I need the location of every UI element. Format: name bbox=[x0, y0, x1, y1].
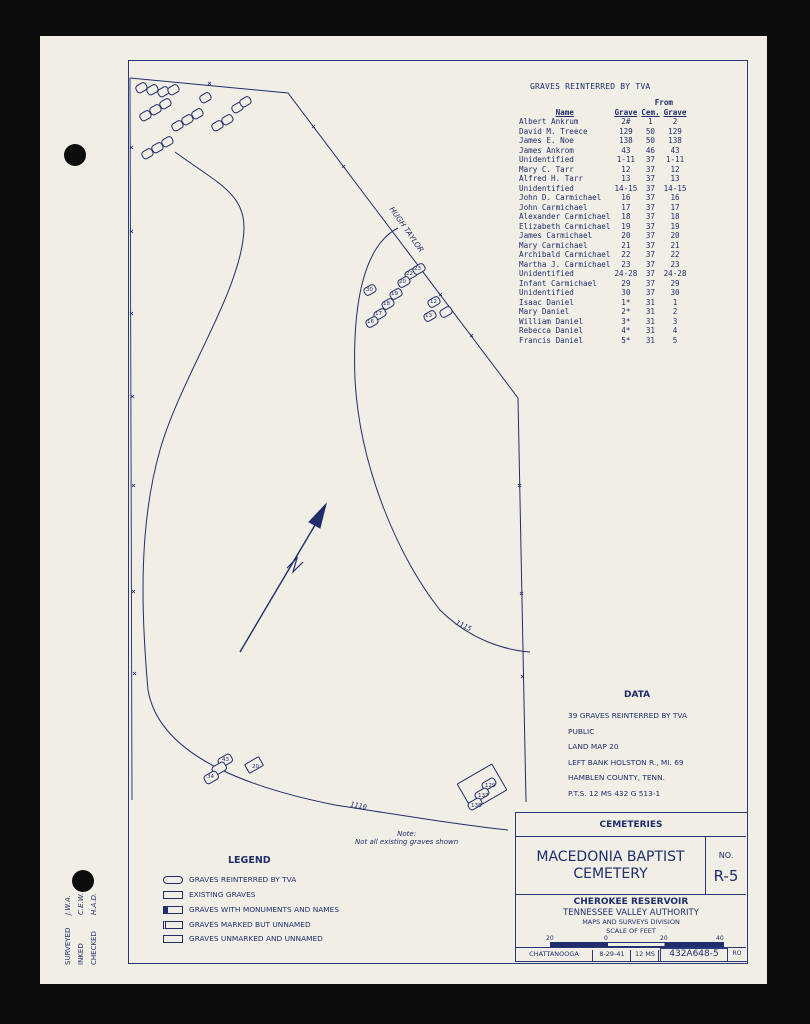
checked-initials: H.A.D. bbox=[90, 892, 98, 915]
title-block bbox=[515, 812, 748, 962]
cell-grave: 23 bbox=[621, 259, 631, 269]
cell-name: Albert Ankrum bbox=[519, 117, 579, 126]
table-row bbox=[517, 155, 688, 165]
graves-reinterred-table bbox=[517, 98, 688, 345]
scale-bar bbox=[546, 935, 726, 945]
grave-label: 16 bbox=[367, 319, 374, 325]
cell-from-grave: 138 bbox=[668, 136, 682, 145]
reservoir-name: CHEROKEE RESERVOIR bbox=[573, 897, 689, 907]
cell-grave: 21 bbox=[621, 240, 631, 250]
cell-from-grave: 30 bbox=[670, 288, 680, 297]
cell-grave: 14-15 bbox=[614, 183, 638, 193]
scale-tick: 20 bbox=[660, 935, 668, 942]
legend-title: LEGEND bbox=[228, 855, 271, 866]
table-row bbox=[517, 127, 688, 137]
table-row bbox=[517, 184, 688, 194]
cell-grave: 3* bbox=[621, 316, 631, 326]
cell-cem: 31 bbox=[645, 307, 656, 316]
cell-cem: 37 bbox=[645, 155, 656, 164]
cell-name: John D. Carmichael bbox=[519, 193, 602, 202]
cell-grave: 129 bbox=[619, 126, 633, 136]
cell-grave: 4* bbox=[621, 326, 631, 335]
grave-label: 22 bbox=[406, 271, 413, 277]
table-header-top bbox=[517, 98, 688, 108]
agency-name: TENNESSEE VALLEY AUTHORITY bbox=[563, 908, 699, 918]
cell-name: David M. Treece bbox=[519, 126, 588, 136]
grave-label: 18 bbox=[383, 301, 390, 307]
grave-label: 20 bbox=[252, 764, 259, 770]
table-row bbox=[517, 336, 688, 346]
grave-label: 138 bbox=[471, 803, 482, 809]
legend-item-existing bbox=[163, 890, 255, 899]
data-line: 39 GRAVES REINTERRED BY TVA bbox=[568, 711, 688, 720]
cell-from-grave: 18 bbox=[670, 212, 680, 221]
legend-swatch-existing bbox=[163, 891, 183, 899]
cell-name: Rebecca Daniel bbox=[519, 326, 584, 335]
drawing-number-box bbox=[706, 837, 746, 895]
cell-from-grave: 13 bbox=[670, 174, 680, 183]
cell-name: Unidentified bbox=[519, 183, 574, 193]
table-row bbox=[517, 203, 688, 213]
cell-from-grave: 29 bbox=[670, 278, 680, 288]
cell-name: Alexander Carmichael bbox=[519, 212, 611, 221]
cell-cem: 37 bbox=[645, 269, 656, 278]
graves-table-body bbox=[517, 117, 688, 345]
sheet-code: 12 MS bbox=[632, 950, 659, 961]
number-label: NO. bbox=[718, 851, 734, 860]
cell-cem: 37 bbox=[645, 250, 656, 259]
drawing-number: 432A648-5 bbox=[660, 948, 728, 962]
cell-name: James E. Noe bbox=[519, 136, 574, 145]
cell-cem: 37 bbox=[645, 259, 656, 269]
grave-label: 30 bbox=[366, 287, 373, 293]
revision: RO bbox=[732, 950, 742, 957]
cell-cem: 50 bbox=[645, 126, 656, 136]
property-label: HUGH TAYLOR bbox=[387, 205, 426, 255]
title-block-footer bbox=[516, 947, 746, 961]
cell-cem: 37 bbox=[645, 278, 656, 288]
table-row bbox=[517, 136, 688, 146]
cell-name: James Ankrom bbox=[519, 145, 574, 155]
table-row bbox=[517, 241, 688, 251]
scale-label: SCALE OF FEET bbox=[606, 927, 656, 935]
cell-name: Elizabeth Carmichael bbox=[519, 221, 611, 231]
inked-label: INKED bbox=[77, 943, 85, 965]
data-line: HAMBLEN COUNTY, TENN. bbox=[568, 773, 665, 782]
legend-label: GRAVES MARKED BUT UNNAMED bbox=[189, 920, 311, 929]
cell-grave: 24-28 bbox=[614, 269, 638, 278]
surveyed-label: SURVEYED bbox=[64, 927, 72, 965]
cell-name: Mary C. Tarr bbox=[519, 164, 574, 174]
col-name: Name bbox=[555, 107, 574, 117]
legend-swatch-monuments bbox=[163, 906, 183, 914]
cell-name: Mary Carmichael bbox=[519, 240, 588, 250]
cell-cem: 37 bbox=[645, 193, 656, 202]
table-row bbox=[517, 250, 688, 260]
legend-label: GRAVES REINTERRED BY TVA bbox=[189, 875, 297, 884]
checked-label: CHECKED bbox=[90, 931, 98, 965]
cell-name: William Daniel bbox=[519, 316, 584, 326]
property-boundary bbox=[130, 78, 526, 802]
division-name: MAPS AND SURVEYS DIVISION bbox=[582, 918, 680, 926]
table-row bbox=[517, 117, 688, 127]
table-row bbox=[517, 260, 688, 270]
legend-label: GRAVES WITH MONUMENTS AND NAMES bbox=[189, 905, 340, 914]
title-block-category: CEMETERIES bbox=[516, 813, 746, 837]
note-heading: Note: bbox=[397, 830, 417, 838]
cell-from-grave: 43 bbox=[670, 145, 680, 155]
cell-from-grave: 1 bbox=[672, 297, 678, 307]
cell-from-grave: 17 bbox=[670, 202, 680, 212]
cell-from-grave: 23 bbox=[670, 259, 680, 269]
cell-grave: 22 bbox=[621, 250, 631, 259]
cell-cem: 37 bbox=[645, 240, 656, 250]
contour-1115 bbox=[355, 228, 530, 652]
cell-name: Mary Daniel bbox=[519, 307, 570, 316]
cell-name: Isaac Daniel bbox=[519, 297, 574, 307]
grave-label: 17 bbox=[375, 311, 382, 317]
legend-label: GRAVES UNMARKED AND UNNAMED bbox=[189, 934, 323, 943]
table-row bbox=[517, 279, 688, 289]
cell-from-grave: 22 bbox=[670, 250, 680, 259]
cell-cem: 37 bbox=[645, 221, 656, 231]
cell-cem: 37 bbox=[645, 174, 656, 183]
data-list bbox=[568, 708, 687, 801]
scale-tick: 20 bbox=[546, 935, 554, 942]
grave-label: 137 bbox=[478, 793, 489, 799]
table-row bbox=[517, 174, 688, 184]
legend-swatch-marked bbox=[163, 921, 183, 929]
table-row bbox=[517, 269, 688, 279]
grave-label: 12 bbox=[430, 299, 437, 305]
contour-label-1110: 1110 bbox=[349, 800, 368, 812]
cell-from-grave: 5 bbox=[672, 335, 678, 345]
legend-item-unmarked bbox=[163, 934, 323, 943]
cell-from-grave: 129 bbox=[668, 126, 682, 136]
cell-grave: 13 bbox=[621, 174, 631, 183]
cell-from-grave: 1-11 bbox=[665, 155, 685, 164]
cell-cem: 31 bbox=[645, 326, 656, 335]
grave-label: 34 bbox=[207, 774, 214, 780]
cell-from-grave: 19 bbox=[670, 221, 680, 231]
cell-cem: 31 bbox=[645, 297, 656, 307]
cell-grave: 17 bbox=[621, 202, 631, 212]
grave-label: 13 bbox=[425, 313, 432, 319]
table-row bbox=[517, 193, 688, 203]
cell-name: Archibald Carmichael bbox=[519, 250, 611, 259]
grave-label: 20 bbox=[399, 279, 406, 285]
table-row bbox=[517, 288, 688, 298]
table-row bbox=[517, 307, 688, 317]
table-row bbox=[517, 165, 688, 175]
cell-grave: 30 bbox=[621, 288, 631, 297]
cell-name: James Carmichael bbox=[519, 231, 593, 240]
cell-grave: 18 bbox=[621, 212, 631, 221]
legend-item-marked bbox=[163, 920, 311, 929]
cell-cem: 37 bbox=[645, 202, 656, 212]
cell-cem: 37 bbox=[645, 183, 656, 193]
cell-grave: 138 bbox=[619, 136, 633, 145]
cell-name: John Carmichael bbox=[519, 202, 588, 212]
map-note bbox=[355, 830, 458, 846]
surveyed-initials: J.W.A. bbox=[64, 894, 72, 915]
inked-initials: C.E.W. bbox=[77, 892, 85, 915]
cell-grave: 1-11 bbox=[616, 155, 636, 164]
cell-grave: 43 bbox=[621, 145, 631, 155]
boundary-tick-marks bbox=[130, 82, 524, 678]
cell-name: Infant Carmichael bbox=[519, 278, 597, 288]
data-line: LAND MAP 20 bbox=[568, 742, 619, 751]
cell-grave: 2# bbox=[621, 117, 631, 126]
cell-from-grave: 14-15 bbox=[663, 183, 687, 193]
legend-swatch-unmarked bbox=[163, 935, 183, 943]
note-text: Not all existing graves shown bbox=[355, 838, 459, 846]
data-line: PUBLIC bbox=[568, 726, 595, 736]
contour-label-1115: 1115 bbox=[454, 618, 473, 634]
legend-swatch-reinterred bbox=[163, 876, 183, 884]
cell-grave: 2* bbox=[621, 307, 631, 316]
col-grave: Grave bbox=[614, 107, 638, 117]
cell-cem: 31 bbox=[645, 316, 656, 326]
col-cem: Cem. bbox=[641, 107, 660, 117]
table-row bbox=[517, 317, 688, 327]
grave-label: 43 bbox=[222, 757, 229, 763]
data-title: DATA bbox=[624, 690, 651, 700]
cemetery-name-line1: MACEDONIA BAPTIST bbox=[536, 849, 685, 865]
cell-grave: 12 bbox=[621, 164, 631, 174]
cell-name: Alfred H. Tarr bbox=[519, 174, 584, 183]
cell-grave: 1* bbox=[621, 297, 631, 307]
scale-tick: 40 bbox=[716, 935, 724, 942]
cell-grave: 5* bbox=[621, 335, 631, 345]
office-name: CHATTANOOGA bbox=[516, 950, 593, 961]
number-value: R-5 bbox=[713, 867, 739, 885]
grave-cluster-south-east bbox=[457, 764, 507, 811]
legend-item-monuments bbox=[163, 905, 339, 914]
cell-cem: 37 bbox=[645, 231, 656, 240]
cell-name: Martha J. Carmichael bbox=[519, 259, 611, 269]
table-header bbox=[517, 108, 688, 118]
cell-from-grave: 16 bbox=[670, 193, 680, 202]
data-line: P.T.S. 12 MS 432 G 513-1 bbox=[568, 788, 661, 798]
cell-from-grave: 24-28 bbox=[663, 269, 687, 278]
grave-label: 19 bbox=[391, 291, 398, 297]
scale-tick: 0 bbox=[604, 935, 608, 942]
grave-label: 129 bbox=[485, 783, 496, 789]
cell-from-grave: 20 bbox=[670, 231, 680, 240]
cell-grave: 16 bbox=[621, 193, 631, 202]
cell-name: Francis Daniel bbox=[519, 335, 584, 345]
table-row bbox=[517, 222, 688, 232]
cell-from-grave: 21 bbox=[670, 240, 680, 250]
cell-cem: 31 bbox=[645, 335, 656, 345]
grave-cluster-north bbox=[135, 82, 253, 160]
drawing-date: 8-29-41 bbox=[594, 950, 631, 961]
graves-table-title: GRAVES REINTERRED BY TVA bbox=[530, 82, 651, 91]
north-arrow bbox=[240, 504, 326, 652]
data-line: LEFT BANK HOLSTON R., MI. 69 bbox=[568, 757, 684, 767]
col-from-grave: Grave bbox=[663, 107, 687, 117]
cell-name: Unidentified bbox=[519, 155, 574, 164]
cell-from-grave: 12 bbox=[670, 164, 680, 174]
cell-from-grave: 2 bbox=[672, 117, 678, 126]
cell-from-grave: 4 bbox=[672, 326, 678, 335]
road-path bbox=[143, 152, 508, 830]
cell-cem: 37 bbox=[645, 288, 656, 297]
cell-grave: 19 bbox=[621, 221, 631, 231]
from-header: From bbox=[654, 98, 674, 107]
cell-cem: 1 bbox=[648, 117, 653, 126]
cell-name: Unidentified bbox=[519, 288, 574, 297]
cemetery-name-line2: CEMETERY bbox=[573, 866, 648, 882]
cemetery-name bbox=[516, 837, 706, 895]
table-row bbox=[517, 298, 688, 308]
cell-cem: 37 bbox=[645, 212, 656, 221]
cell-cem: 46 bbox=[645, 145, 656, 155]
cell-grave: 29 bbox=[621, 278, 631, 288]
legend-label: EXISTING GRAVES bbox=[189, 890, 256, 899]
cell-cem: 37 bbox=[645, 164, 656, 174]
grave-label: 23 bbox=[414, 266, 421, 272]
cell-name: Unidentified bbox=[519, 269, 574, 278]
table-row bbox=[517, 326, 688, 336]
cell-from-grave: 2 bbox=[672, 307, 678, 316]
table-row bbox=[517, 146, 688, 156]
legend-item-reinterred bbox=[163, 875, 296, 884]
cell-cem: 50 bbox=[645, 136, 656, 145]
table-row bbox=[517, 231, 688, 241]
cell-from-grave: 3 bbox=[672, 316, 678, 326]
table-row bbox=[517, 212, 688, 222]
cell-grave: 20 bbox=[621, 231, 631, 240]
